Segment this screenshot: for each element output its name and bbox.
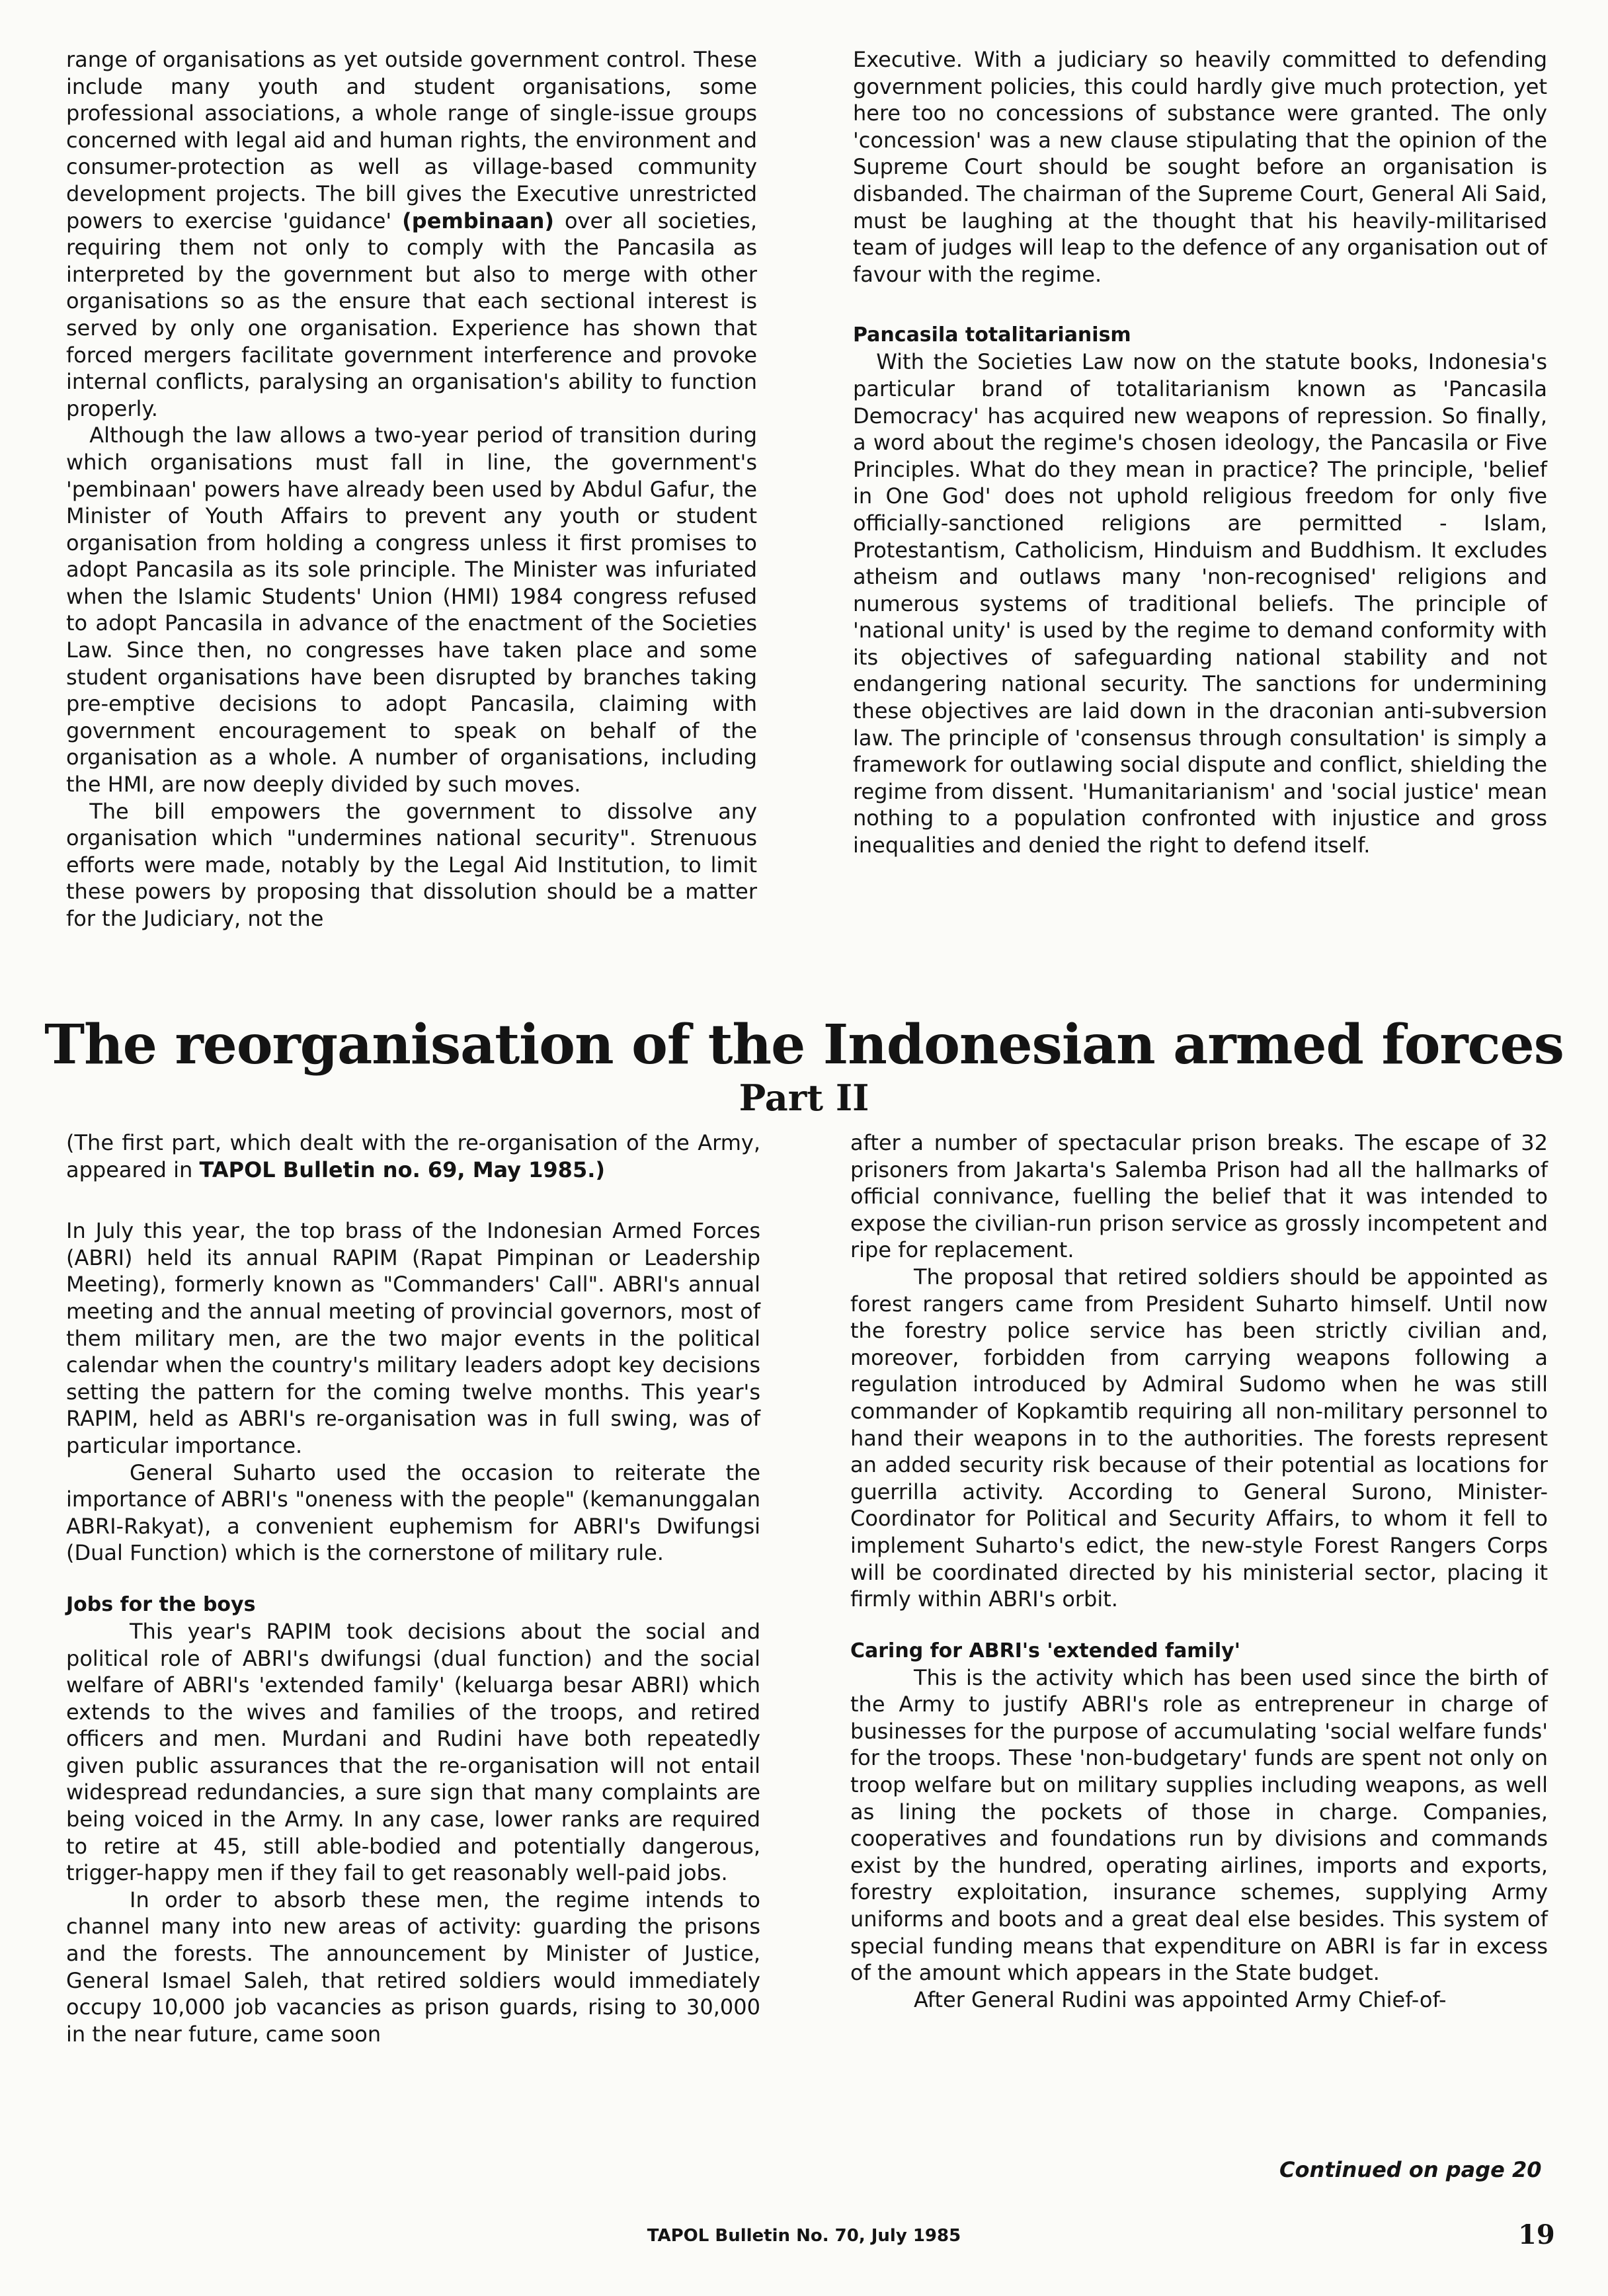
paragraph: After General Rudini was appointed Army Chief-of- [914,1987,1447,2012]
paragraph: This is the activity which has been used since the birth of the Army to justify ABRI's role as entrepreneur in charge of businesses for the purpose of accumulating 'social welfare funds' for the troops. These 'non-budgetary' funds are spent not only on troop welfare but on military supplies including weapons, as well as lining the pockets of those in charge. Companies, cooperatives and foundations run by divisions and commands exist by the hundred, operating airlines, imports and exports, forestry exploitation, insurance schemes, supplying Army uniforms and boots and a great deal else besides. This system of special funding means that expenditure on ABRI is far in excess of the amount which appears in the State budget. [850,1664,1548,1986]
top-left-column [66,46,757,932]
article-subhead: Part II [739,1077,869,1119]
article-headline: The reorganisation of the Indonesian armed forces [44,1013,1564,1077]
intro-note-bold: TAPOL Bulletin no. 69, May 1985.) [199,1157,605,1182]
paragraph: The proposal that retired soldiers should be appointed as forest rangers came from President Suharto himself. Until now the forestry police service has been strictly civilian and, moreover, forbidden from carrying weapons following a regulation introduced by Admiral Sudomo when he was still commander of Kopkamtib requiring all non-military personnel to hand their weapons in to the authorities. The forests represent an added security risk because of their potential as locations for guerrilla activity. According to General Surono, Minister-Coordinator for Political and Security Affairs, to whom it fell to implement Suharto's edict, the new-style Forest Rangers Corps will be coordinated directed by his ministerial sector, placing it firmly within ABRI's orbit. [850,1264,1548,1612]
section-heading: Caring for ABRI's 'extended family' [850,1639,1240,1662]
paragraph: This year's RAPIM took decisions about the social and political role of ABRI's dwifungsi (dual function) and the social welfare of ABRI's 'extended family' (keluarga besar ABRI) which extends to the wives and families of the troops, and retired officers and men. Murdani and Rudini have both repeatedly given public assurances that the re-organisation will not entail widespread redundancies, a sure sign that many complaints are being voiced in the Army. In any case, lower ranks are required to retire at 45, still able-bodied and potentially dangerous, trigger-happy men if they fail to get reasonably well-paid jobs. [66,1618,760,1886]
paragraph: In July this year, the top brass of the Indonesian Armed Forces (ABRI) held its annual RAPIM (Rapat Pimpinan or Leadership Meeting), formerly known as "Commanders' Call". ABRI's annual meeting and the annual meeting of provincial governors, most of them military men, are the two major events in the political calendar when the country's military leaders adopt key decisions setting the pattern for the coming twelve months. This year's RAPIM, held as ABRI's re-organisation was in full swing, was of particular importance. [66,1218,760,1458]
footer-publication: TAPOL Bulletin No. 70, July 1985 [647,2226,961,2246]
paragraph: range of organisations as yet outside government control. These include many youth and student organisations, some professional associations, a whole range of single-issue groups concerned with legal aid and human rights, the environment and consumer-protection as well as village-based community development projects. The bill gives the Executive unrestricted powers to exercise 'guidance' (pembinaan) over all societies, requiring them not only to comply with the Pancasila as interpreted by the government but also to merge with other organisations so as the ensure that each sectional interest is served by only one organisation. Experience has shown that forced mergers facilitate government interference and provoke internal conflicts, paralysing an organisation's ability to function properly. [66,47,758,421]
paragraph: Although the law allows a two-year period of transition during which organisations must fall in line, the government's 'pembinaan' powers have already been used by Abdul Gafur, the Minister of Youth Affairs to prevent any youth or student organisation from holding a congress unless it first promises to adopt Pancasila as its sole principle. The Minister was infuriated when the Islamic Students' Union (HMI) 1984 congress refused to adopt Pancasila in advance of the enactment of the Societies Law. Since then, no congresses have taken place and some student organisations have been disrupted by branches taking pre-emptive decisions to adopt Pancasila, claiming with government encouragement to speak on behalf of the organisation as a whole. A number of organisations, including the HMI, are now deeply divided by such moves. [66,423,757,798]
bottom-right-column [850,1129,1548,2013]
intro-note: (The first part, which dealt with the re-organisation of the Army, appeared in TAPOL Bulletin no. 69, May 1985.) [66,1130,760,1182]
paragraph: Executive. With a judiciary so heavily committed to defending government policies, this could hardly give much protection, yet here too no concessions of substance were granted. The only 'concession' was a new clause stipulating that the opinion of the Supreme Court should be sought before an organisation is disbanded. The chairman of the Supreme Court, General Ali Said, must be laughing at the thought that his heavily-militarised team of judges will leap to the defence of any organisation out of favour with the regime. [853,47,1547,287]
bottom-left-column [66,1129,760,2047]
page-number: 19 [1518,2219,1555,2250]
continued-note: Continued on page 20 [1279,2157,1542,2182]
paragraph: In order to absorb these men, the regime intends to channel many into new areas of activity: guarding the prisons and the forests. The announcement by Minister of Justice, General Ismael Saleh, that retired soldiers would immediately occupy 10,000 job vacancies as prison guards, rising to 30,000 in the near future, came soon [66,1887,760,2047]
top-right-column [853,46,1547,859]
paragraph: after a number of spectacular prison breaks. The escape of 32 prisoners from Jakarta's Salemba Prison had all the hallmarks of official connivance, fuelling the belief that it was intended to expose the civilian-run prison service as grossly incompetent and ripe for replacement. [850,1130,1548,1263]
paragraph: The bill empowers the government to dissolve any organisation which "undermines national security". Strenuous efforts were made, notably by the Legal Aid Institution, to limit these powers by proposing that dissolution should be a matter for the Judiciary, not the [66,798,757,931]
paragraph: With the Societies Law now on the statute books, Indonesia's particular brand of totalitarianism known as 'Pancasila Democracy' has acquired new weapons of repression. So finally, a word about the regime's chosen ideology, the Pancasila or Five Principles. What do they mean in practice? The principle, 'belief in One God' does not uphold religious freedom for only five officially-sanctioned religions are permitted - Islam, Protestantism, Catholicism, Hinduism and Buddhism. It excludes atheism and outlaws many 'non-recognised' religions and numerous systems of traditional beliefs. The principle of 'national unity' is used by the regime to demand conformity with its objectives of safeguarding national stability and not endangering national security. The sanctions for undermining these objectives are laid down in the draconian anti-subversion law. The principle of 'consensus through consultation' is simply a framework for outlawing social dispute and conflict, shielding the regime from dissent. 'Humanitarianism' and 'social justice' mean nothing to a population confronted with injustice and gross inequalities and denied the right to defend itself. [853,349,1547,858]
bold-term: (pembinaan) [402,208,554,233]
section-heading: Pancasila totalitarianism [853,323,1131,347]
section-heading: Jobs for the boys [66,1592,256,1616]
paragraph: General Suharto used the occasion to reiterate the importance of ABRI's "oneness with the people" (kemanunggalan ABRI-Rakyat), a convenient euphemism for ABRI's Dwifungsi (Dual Function) which is the cornerstone of military rule. [66,1459,760,1566]
